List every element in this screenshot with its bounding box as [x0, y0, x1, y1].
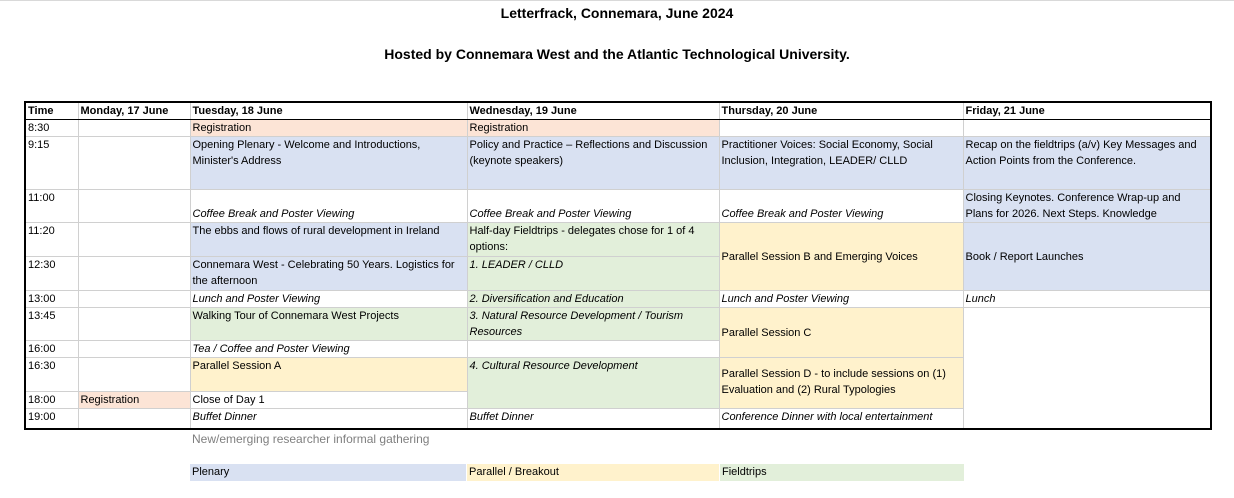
- fri-1300: Lunch: [963, 291, 1211, 308]
- time-cell: 11:00: [25, 190, 78, 223]
- table-row: [25, 308, 1211, 341]
- time-cell: 16:30: [25, 358, 78, 392]
- mon-1600: [78, 341, 190, 358]
- legend-plenary: Plenary: [190, 464, 466, 481]
- wed-1900: Buffet Dinner: [467, 409, 719, 429]
- thu-0830: [719, 120, 963, 137]
- wed-1345: 3. Natural Resource Development / Tourism Resources: [467, 308, 719, 341]
- wed-1630: 4. Cultural Resource Development: [467, 358, 719, 409]
- thu-1100: Coffee Break and Poster Viewing: [719, 190, 963, 223]
- col-header-time: Time: [25, 102, 78, 120]
- fri-1120: Book / Report Launches: [963, 223, 1211, 291]
- tue-1800: Close of Day 1: [190, 392, 467, 409]
- wed-1120: Half-day Fieldtrips - delegates chose for 1 of 4 options:: [467, 223, 719, 257]
- top-rule: [0, 0, 1234, 1]
- mon-1900: [78, 409, 190, 429]
- wed-0915: Policy and Practice – Reflections and Discussion (keynote speakers): [467, 137, 719, 190]
- table-row: [25, 223, 1211, 257]
- time-cell: 13:00: [25, 291, 78, 308]
- wed-1600: [467, 341, 719, 358]
- mon-0915: [78, 137, 190, 190]
- tue-1630: Parallel Session A: [190, 358, 467, 392]
- time-cell: 9:15: [25, 137, 78, 190]
- fri-0830: [963, 120, 1211, 137]
- time-cell: 18:00: [25, 392, 78, 409]
- mon-1630: [78, 358, 190, 392]
- fri-0915: Recap on the fieldtrips (a/v) Key Messages and Action Points from the Conference.: [963, 137, 1211, 190]
- legend-fieldtrips: Fieldtrips: [720, 464, 964, 481]
- emerging-researcher-note: New/emerging researcher informal gathering: [192, 432, 430, 446]
- table-row: [25, 190, 1211, 223]
- event-location-title: Letterfrack, Connemara, June 2024: [500, 5, 734, 21]
- col-header-tuesday: Tuesday, 18 June: [190, 102, 467, 120]
- col-header-thursday: Thursday, 20 June: [719, 102, 963, 120]
- tue-1120: The ebbs and flows of rural development in Ireland: [190, 223, 467, 257]
- mon-1230: [78, 257, 190, 291]
- thu-1900: Conference Dinner with local entertainment: [719, 409, 963, 429]
- mon-1800: Registration: [78, 392, 190, 409]
- fri-1345: [963, 308, 1211, 429]
- tue-1900: Buffet Dinner: [190, 409, 467, 429]
- thu-1630: Parallel Session D - to include sessions on (1) Evaluation and (2) Rural Typologies: [719, 358, 963, 409]
- mon-1300: [78, 291, 190, 308]
- col-header-friday: Friday, 21 June: [963, 102, 1211, 120]
- table-row: [25, 291, 1211, 308]
- wed-1100: Coffee Break and Poster Viewing: [467, 190, 719, 223]
- wed-1230: 1. LEADER / CLLD: [467, 257, 719, 291]
- thu-1300: Lunch and Poster Viewing: [719, 291, 963, 308]
- col-header-wednesday: Wednesday, 19 June: [467, 102, 719, 120]
- time-cell: 8:30: [25, 120, 78, 137]
- legend-parallel: Parallel / Breakout: [467, 464, 719, 481]
- mon-1100: [78, 190, 190, 223]
- thu-1120: Parallel Session B and Emerging Voices: [719, 223, 963, 291]
- fri-1100: Closing Keynotes. Conference Wrap-up and Plans for 2026. Next Steps. Knowledge: [963, 190, 1211, 223]
- thu-0915: Practitioner Voices: Social Economy, Social Inclusion, Integration, LEADER/ CLLD: [719, 137, 963, 190]
- tue-0915: Opening Plenary - Welcome and Introductions, Minister's Address: [190, 137, 467, 190]
- time-cell: 11:20: [25, 223, 78, 257]
- time-cell: 19:00: [25, 409, 78, 429]
- header-row: [25, 102, 1211, 120]
- time-cell: 12:30: [25, 257, 78, 291]
- wed-1300: 2. Diversification and Education: [467, 291, 719, 308]
- tue-1600: Tea / Coffee and Poster Viewing: [190, 341, 467, 358]
- host-subtitle: Hosted by Connemara West and the Atlantic Technological University.: [384, 46, 850, 62]
- wed-0830: Registration: [467, 120, 719, 137]
- table-row: [25, 120, 1211, 137]
- schedule-table: [24, 101, 1212, 430]
- table-row: [25, 137, 1211, 190]
- mon-1120: [78, 223, 190, 257]
- tue-1300: Lunch and Poster Viewing: [190, 291, 467, 308]
- tue-0830: Registration: [190, 120, 467, 137]
- tue-1100: Coffee Break and Poster Viewing: [190, 190, 467, 223]
- tue-1345: Walking Tour of Connemara West Projects: [190, 308, 467, 341]
- time-cell: 13:45: [25, 308, 78, 341]
- mon-0830: [78, 120, 190, 137]
- col-header-monday: Monday, 17 June: [78, 102, 190, 120]
- thu-1345: Parallel Session C: [719, 308, 963, 358]
- mon-1345: [78, 308, 190, 341]
- time-cell: 16:00: [25, 341, 78, 358]
- tue-1230: Connemara West - Celebrating 50 Years. Logistics for the afternoon: [190, 257, 467, 291]
